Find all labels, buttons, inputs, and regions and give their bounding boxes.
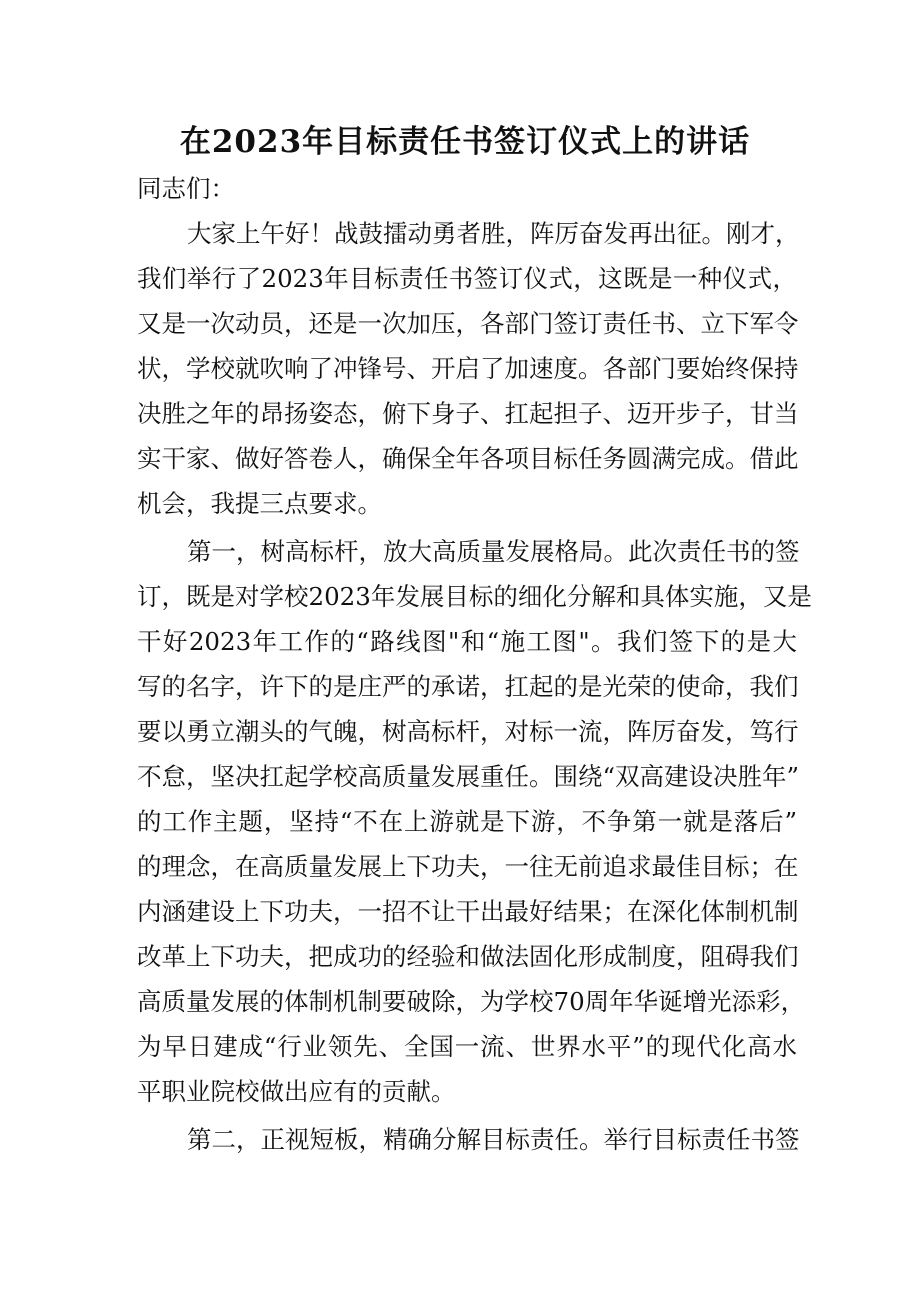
text-line: 要以勇立潮头的气魄，树高标杆，对标一流，阵厉奋发，笃行 [137,717,799,746]
text-line: 实干家、做好答卷人，确保全年各项目标任务圆满完成。借此 [137,444,799,473]
document-title: 在2023年目标责任书签订仪式上的讲话 [179,124,751,160]
paragraph [137,1117,800,1162]
text-line: 内涵建设上下功夫，一招不让干出最好结果；在深化体制机制 [137,897,799,926]
document-body [137,166,812,1165]
text-line: 第二，正视短板，精确分解目标责任。举行目标责任书签 [187,1125,800,1154]
text-line: 改革上下功夫，把成功的经验和做法固化形成制度，阻碍我们 [137,942,799,971]
text-line: 我们举行了2023年目标责任书签订仪式，这既是一种仪式， [137,264,797,293]
text-line: 订，既是对学校2023年发展目标的细化分解和具体实施，又是 [137,582,812,611]
text-line: 的工作主题，坚持“不在上游就是下游，不争第一就是落后” [137,807,797,836]
text-line: 大家上午好！战鼓擂动勇者胜，阵厉奋发再出征。刚才， [187,219,800,248]
paragraph [137,529,812,1114]
text-line: 平职业院校做出应有的贡献。 [137,1077,456,1106]
text-line: 决胜之年的昂扬姿态，俯下身子、扛起担子、迈开步子，甘当 [137,399,799,428]
text-line: 干好2023年工作的“路线图"和“施工图"。我们签下的是大 [137,627,797,656]
text-line: 不怠，坚决扛起学校高质量发展重任。围绕“双高建设决胜年” [137,762,800,791]
text-line: 的理念，在高质量发展上下功夫，一往无前追求最佳目标；在 [137,852,799,881]
text-line: 高质量发展的体制机制要破除，为学校70周年华诞增光添彩， [137,987,806,1016]
paragraph [137,211,800,526]
text-line: 又是一次动员，还是一次加压，各部门签订责任书、立下军令 [137,309,799,338]
text-line: 状，学校就吹响了冲锋号、开启了加速度。各部门要始终保持 [137,354,799,383]
text-line: 写的名字，许下的是庄严的承诺，扛起的是光荣的使命，我们 [137,672,799,701]
text-line: 为早日建成“行业领先、全国一流、世界水平”的现代化高水 [137,1032,797,1061]
text-line: 第一，树高标杆，放大高质量发展格局。此次责任书的签 [187,537,800,566]
greeting: 同志们： [137,174,235,203]
text-line: 机会，我提三点要求。 [137,489,382,518]
